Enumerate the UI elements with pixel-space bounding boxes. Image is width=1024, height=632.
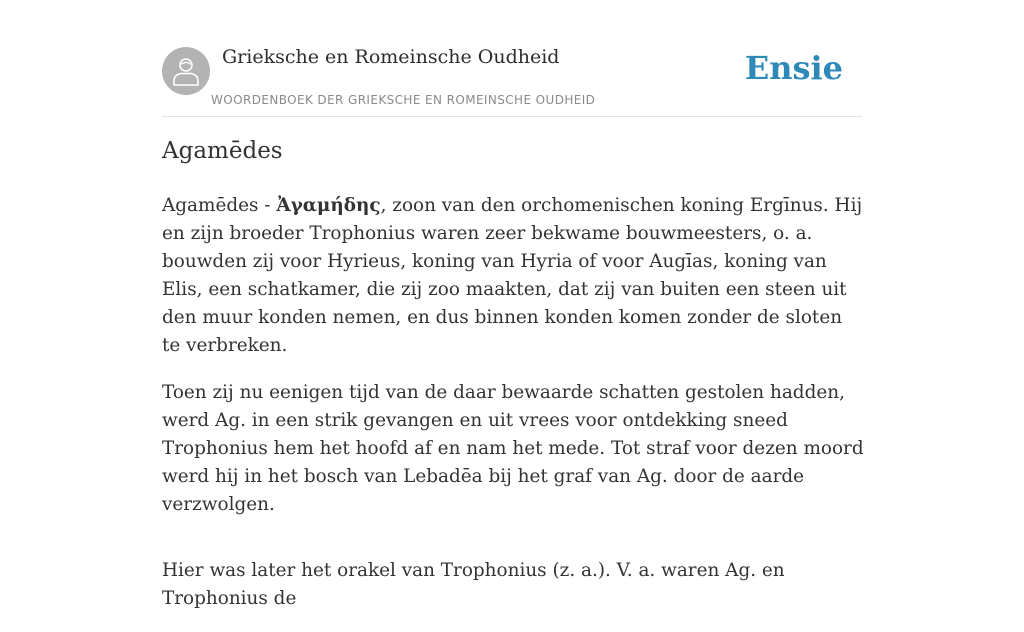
header [162,46,862,117]
paragraph-2: Toen zij nu eenigen tijd van de daar bewaarde schatten gestolen hadden, werd Ag. in een strik gevangen en uit vrees voor ontdekking sneed Trophonius hem het hoofd af en nam het mede. Tot straf voor dezen moord werd hij in het bosch van Lebadēa bij het graf van Ag. door de aarde verzwolgen. [162,382,864,515]
source-title[interactable]: Grieksche en Romeinsche Oudheid [222,46,560,68]
brand-logo[interactable]: Ensie [744,49,843,87]
source-subtitle: WOORDENBOEK DER GRIEKSCHE EN ROMEINSCHE OUDHEID [211,93,596,107]
avatar[interactable] [162,47,210,95]
page-title: Agamēdes [162,138,283,164]
paragraph-1-lead: Agamēdes - [162,195,277,216]
entry-body [162,192,866,632]
paragraph-3: Hier was later het orakel van Trophonius (z. a.). V. a. waren Ag. en Trophonius de [162,560,785,609]
greek-name: Ἀγαμήδης [276,195,381,216]
user-icon [172,56,200,86]
paragraph-1-rest: , zoon van den orchomenischen koning Ergīnus. Hij en zijn broeder Trophonius waren zeer bekwame bouwmeesters, o. a. bouwden zij voor Hyrieus, koning van Hyria of voor Augīas, koning van Elis, een schatkamer, die zij zoo maakten, dat zij van buiten een steen uit den muur konden nemen, en dus binnen konden komen zonder de sloten te verbreken. [162,195,863,356]
paragraph-1 [162,192,866,360]
